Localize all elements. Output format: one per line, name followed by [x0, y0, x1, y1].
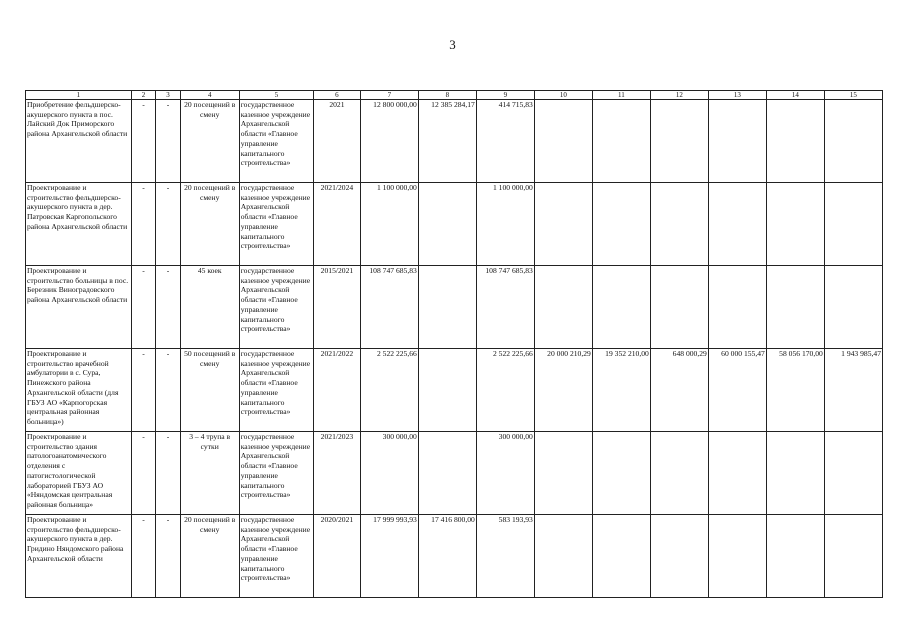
col9-amount-cell: 1 100 000,00 [476, 183, 534, 266]
col9-amount-cell: 414 715,83 [476, 100, 534, 183]
object-name-cell: Приобретение фельдшерско-акушерского пункта в пос. Лайский Док Приморского района Архангельской области [26, 100, 132, 183]
col8-amount-cell [418, 266, 476, 349]
col11-amount-cell [592, 100, 650, 183]
column-number-4: 4 [180, 91, 239, 100]
object-name-cell: Проектирование и строительство здания патологоанатомического отделения с патогистологической лабораторией ГБУЗ АО «Няндомская центральная районная больница» [26, 432, 132, 515]
col11-amount-cell [592, 432, 650, 515]
column-number-11: 11 [592, 91, 650, 100]
table-row [26, 100, 883, 183]
col15-amount-cell [824, 183, 882, 266]
col14-amount-cell: 58 056 170,00 [766, 349, 824, 432]
period-cell: 2021/2022 [314, 349, 361, 432]
col8-amount-cell [418, 183, 476, 266]
customer-cell: государственное казенное учреждение Архангельской области «Главное управление капитального строительства» [239, 432, 313, 515]
col12-amount-cell [650, 432, 708, 515]
col3-cell: - [156, 266, 180, 349]
col7-amount-cell: 1 100 000,00 [360, 183, 418, 266]
object-name-cell: Проектирование и строительство больницы в пос. Березник Виноградовского района Архангельской области [26, 266, 132, 349]
col11-amount-cell [592, 183, 650, 266]
col10-amount-cell [534, 432, 592, 515]
column-number-3: 3 [156, 91, 180, 100]
col8-amount-cell [418, 432, 476, 515]
col7-amount-cell: 2 522 225,66 [360, 349, 418, 432]
investment-table [25, 90, 883, 598]
period-cell: 2021 [314, 100, 361, 183]
col13-amount-cell [708, 515, 766, 598]
col8-amount-cell: 17 416 800,00 [418, 515, 476, 598]
col12-amount-cell [650, 515, 708, 598]
table-row [26, 432, 883, 515]
column-number-9: 9 [476, 91, 534, 100]
table-row [26, 266, 883, 349]
col14-amount-cell [766, 183, 824, 266]
col10-amount-cell [534, 100, 592, 183]
col2-cell: - [131, 349, 155, 432]
col15-amount-cell: 1 943 985,47 [824, 349, 882, 432]
col14-amount-cell [766, 515, 824, 598]
column-number-13: 13 [708, 91, 766, 100]
period-cell: 2021/2024 [314, 183, 361, 266]
capacity-cell: 20 посещений в смену [180, 515, 239, 598]
column-number-8: 8 [418, 91, 476, 100]
object-name-cell: Проектирование и строительство фельдшерско-акушерского пункта в дер. Гридино Няндомского района Архангельской области [26, 515, 132, 598]
col7-amount-cell: 108 747 685,83 [360, 266, 418, 349]
col15-amount-cell [824, 100, 882, 183]
col15-amount-cell [824, 266, 882, 349]
col9-amount-cell: 300 000,00 [476, 432, 534, 515]
col11-amount-cell [592, 515, 650, 598]
period-cell: 2021/2023 [314, 432, 361, 515]
table-row [26, 349, 883, 432]
col3-cell: - [156, 515, 180, 598]
col10-amount-cell [534, 515, 592, 598]
col7-amount-cell: 12 800 000,00 [360, 100, 418, 183]
col12-amount-cell [650, 100, 708, 183]
col14-amount-cell [766, 432, 824, 515]
col12-amount-cell: 648 000,29 [650, 349, 708, 432]
col14-amount-cell [766, 100, 824, 183]
col10-amount-cell [534, 183, 592, 266]
object-name-cell: Проектирование и строительство врачебной амбулатории в с. Сура, Пинежского района Архангельской области (для ГБУЗ АО «Карпогорская центральная районная больница») [26, 349, 132, 432]
customer-cell: государственное казенное учреждение Архангельской области «Главное управление капитального строительства» [239, 266, 313, 349]
col9-amount-cell: 2 522 225,66 [476, 349, 534, 432]
col13-amount-cell [708, 183, 766, 266]
customer-cell: государственное казенное учреждение Архангельской области «Главное управление капитального строительства» [239, 349, 313, 432]
col14-amount-cell [766, 266, 824, 349]
column-number-1: 1 [26, 91, 132, 100]
col13-amount-cell [708, 432, 766, 515]
col15-amount-cell [824, 432, 882, 515]
col13-amount-cell [708, 266, 766, 349]
capacity-cell: 3 – 4 трупа в сутки [180, 432, 239, 515]
col3-cell: - [156, 183, 180, 266]
capacity-cell: 50 посещений в смену [180, 349, 239, 432]
col12-amount-cell [650, 266, 708, 349]
col2-cell: - [131, 432, 155, 515]
page-number: 3 [449, 37, 456, 52]
capacity-cell: 20 посещений в смену [180, 100, 239, 183]
capacity-cell: 45 коек [180, 266, 239, 349]
period-cell: 2015/2021 [314, 266, 361, 349]
col2-cell: - [131, 100, 155, 183]
table-row [26, 515, 883, 598]
col3-cell: - [156, 100, 180, 183]
column-number-7: 7 [360, 91, 418, 100]
column-number-2: 2 [131, 91, 155, 100]
col9-amount-cell: 583 193,93 [476, 515, 534, 598]
col12-amount-cell [650, 183, 708, 266]
col2-cell: - [131, 266, 155, 349]
column-number-6: 6 [314, 91, 361, 100]
table-row [26, 183, 883, 266]
col3-cell: - [156, 349, 180, 432]
col11-amount-cell: 19 352 210,00 [592, 349, 650, 432]
object-name-cell: Проектирование и строительство фельдшерско-акушерского пункта в дер. Патровская Каргопольского района Архангельской области [26, 183, 132, 266]
col10-amount-cell: 20 000 210,29 [534, 349, 592, 432]
col7-amount-cell: 300 000,00 [360, 432, 418, 515]
col7-amount-cell: 17 999 993,93 [360, 515, 418, 598]
col13-amount-cell: 60 000 155,47 [708, 349, 766, 432]
customer-cell: государственное казенное учреждение Архангельской области «Главное управление капитального строительства» [239, 515, 313, 598]
col11-amount-cell [592, 266, 650, 349]
column-number-5: 5 [239, 91, 313, 100]
col2-cell: - [131, 183, 155, 266]
column-number-15: 15 [824, 91, 882, 100]
column-number-row [26, 91, 883, 100]
customer-cell: государственное казенное учреждение Архангельской области «Главное управление капитального строительства» [239, 100, 313, 183]
col15-amount-cell [824, 515, 882, 598]
col9-amount-cell: 108 747 685,83 [476, 266, 534, 349]
column-number-10: 10 [534, 91, 592, 100]
col13-amount-cell [708, 100, 766, 183]
column-number-12: 12 [650, 91, 708, 100]
capacity-cell: 20 посещений в смену [180, 183, 239, 266]
col2-cell: - [131, 515, 155, 598]
column-number-14: 14 [766, 91, 824, 100]
col8-amount-cell: 12 385 284,17 [418, 100, 476, 183]
col8-amount-cell [418, 349, 476, 432]
period-cell: 2020/2021 [314, 515, 361, 598]
customer-cell: государственное казенное учреждение Архангельской области «Главное управление капитального строительства» [239, 183, 313, 266]
col3-cell: - [156, 432, 180, 515]
col10-amount-cell [534, 266, 592, 349]
